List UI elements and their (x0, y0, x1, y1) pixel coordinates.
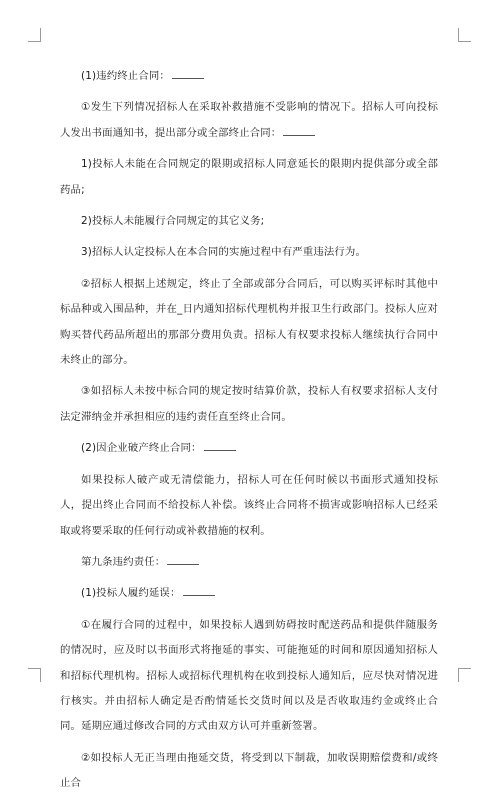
paragraph-delay: (1)投标人履约延误： (60, 581, 438, 606)
crop-mark-top-right (458, 28, 459, 42)
blank-field[interactable] (167, 553, 199, 565)
crop-mark-bottom-left (28, 668, 40, 669)
paragraph-item-3: 3)招标人认定投标人在本合同的实施过程中有严重违法行为。 (81, 246, 367, 259)
blank-field[interactable] (204, 439, 236, 451)
paragraph-bankruptcy-detail: 如果投标人破产或无清偿能力，招标人可在任何时候以书面形式通知投标人，提出终止合同而不给投标人补偿。该终止合同将不损害或影响招标人已经采取或将要采取的任何行动或补救措施的权利。 (60, 473, 438, 537)
crop-mark-top-right (459, 41, 471, 42)
paragraph-replacement-purchase: ②招标人根据上述规定，终止了全部或部分合同后，可以购买评标时其他中标品种或入围品种，并在_日内通知招标代理机构并报卫生行政部门。投标人应对购买替代药品所超出的那部分费用负责。招标人有权要求投标人继续执行合同中未终止的部分。 (60, 277, 438, 367)
paragraph-breach-termination: (1)违约终止合同： (60, 64, 438, 89)
paragraph-delay-notice: ①在履行合同的过程中，如果投标人遇到妨碍按时配送药品和提供伴随服务的情况时，应及时以书面形式将拖延的事实、可能拖延的时间和原因通知招标人和招标代理机构。招标人或招标代理机构在收到投标人通知后，应尽快对情况进行核实。并由招标人确定是否酌情延长交货时间以及是否收取违约金或终止合同。延期应通过修改合同的方式由双方认可并重新签署。 (60, 618, 438, 733)
crop-mark-top-left (40, 28, 41, 42)
paragraph-bankruptcy-termination: (2)因企业破产终止合同： (60, 436, 438, 461)
paragraph-termination-notice: ①发生下列情况招标人在采取补救措施不受影响的情况下。招标人可向投标人发出书面通知书，提出部分或全部终止合同： (60, 101, 438, 139)
blank-field[interactable] (283, 124, 315, 136)
blank-field[interactable] (172, 67, 204, 79)
paragraph-item-2: 2)投标人未能履行合同规定的其它义务; (81, 215, 265, 228)
paragraph-item-1: 1)投标人未能在合同规定的限期或招标人同意延长的限期内提供部分或全部药品; (60, 158, 438, 196)
paragraph-delay-penalty: ②如投标人无正当理由拖延交货，将受到以下制裁，加收误期赔偿费和/或终止合 (60, 751, 438, 790)
document-body (60, 64, 438, 803)
crop-mark-bottom-right (459, 668, 471, 669)
paragraph-late-payment: ③如招标人未按中标合同的规定按时结算价款，投标人有权要求招标人支付法定滞纳金并承担相应的违约责任直至终止合同。 (60, 385, 438, 423)
paragraph-article-9: 第九条违约责任： (60, 550, 438, 575)
crop-mark-bottom-left (40, 668, 41, 682)
blank-field[interactable] (183, 584, 215, 596)
crop-mark-bottom-right (458, 668, 459, 682)
crop-mark-top-left (28, 41, 40, 42)
